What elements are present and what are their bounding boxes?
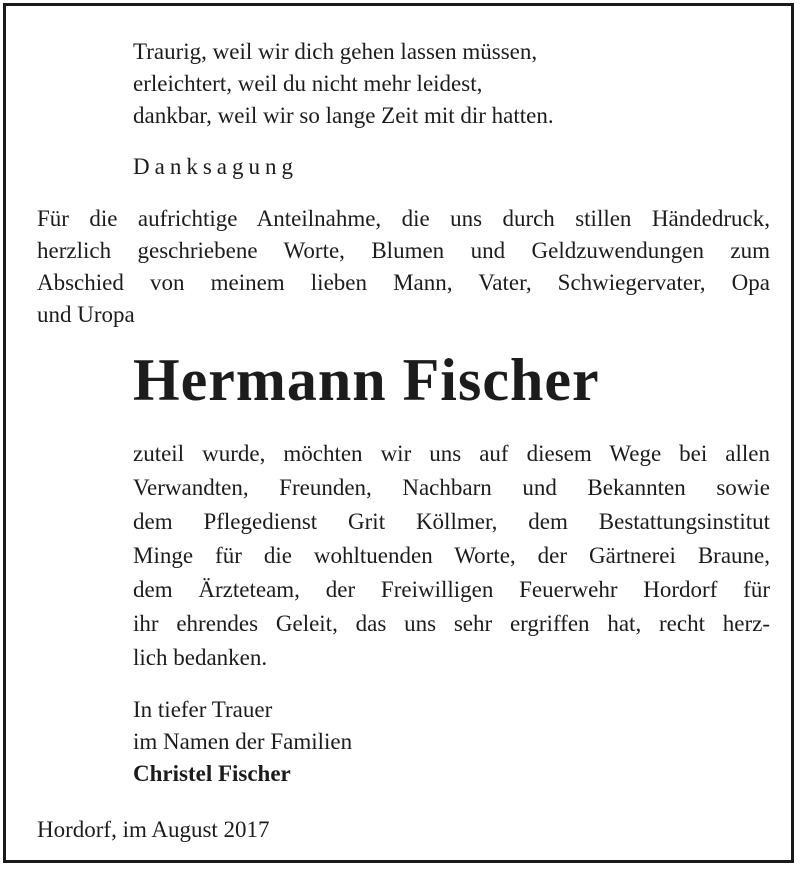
- intro-line-2: herzlich geschriebene Worte, Blumen und Geldzuwendungen zum: [37, 238, 770, 263]
- body-line-5: dem Ärzteteam, der Freiwilligen Feuerwehr Hordorf für: [133, 577, 770, 602]
- body-line-1: zuteil wurde, möchten wir uns auf diesem Wege bei allen: [133, 441, 770, 466]
- intro-line-4: und Uropa: [37, 302, 135, 327]
- poem-line-1: Traurig, weil wir dich gehen lassen müssen,: [133, 39, 538, 64]
- body-line-6: ihr ehrendes Geleit, das uns sehr ergriffen hat, recht herz-: [133, 611, 770, 636]
- signature-line-1: In tiefer Trauer: [133, 697, 273, 722]
- intro-line-1: Für die aufrichtige Anteilnahme, die uns durch stillen Händedruck,: [37, 206, 770, 231]
- signature-line-2: im Namen der Familien: [133, 729, 353, 754]
- heading-danksagung: Danksagung: [133, 154, 298, 179]
- poem-line-2: erleichtert, weil du nicht mehr leidest,: [133, 71, 483, 96]
- deceased-name: Hermann Fischer: [133, 347, 600, 413]
- poem-line-3: dankbar, weil wir so lange Zeit mit dir hatten.: [133, 103, 554, 128]
- body-line-4: Minge für die wohltuenden Worte, der Gärtnerei Braune,: [133, 543, 770, 568]
- body-line-7: lich bedanken.: [133, 645, 268, 670]
- body-line-2: Verwandten, Freunden, Nachbarn und Bekannten sowie: [133, 475, 770, 500]
- body-line-3: dem Pflegedienst Grit Köllmer, dem Bestattungsinstitut: [133, 509, 770, 534]
- intro-line-3: Abschied von meinem lieben Mann, Vater, Schwiegervater, Opa: [37, 270, 770, 295]
- obituary-notice: [3, 3, 794, 863]
- signature-name: Christel Fischer: [133, 761, 291, 786]
- place-date: Hordorf, im August 2017: [37, 817, 270, 842]
